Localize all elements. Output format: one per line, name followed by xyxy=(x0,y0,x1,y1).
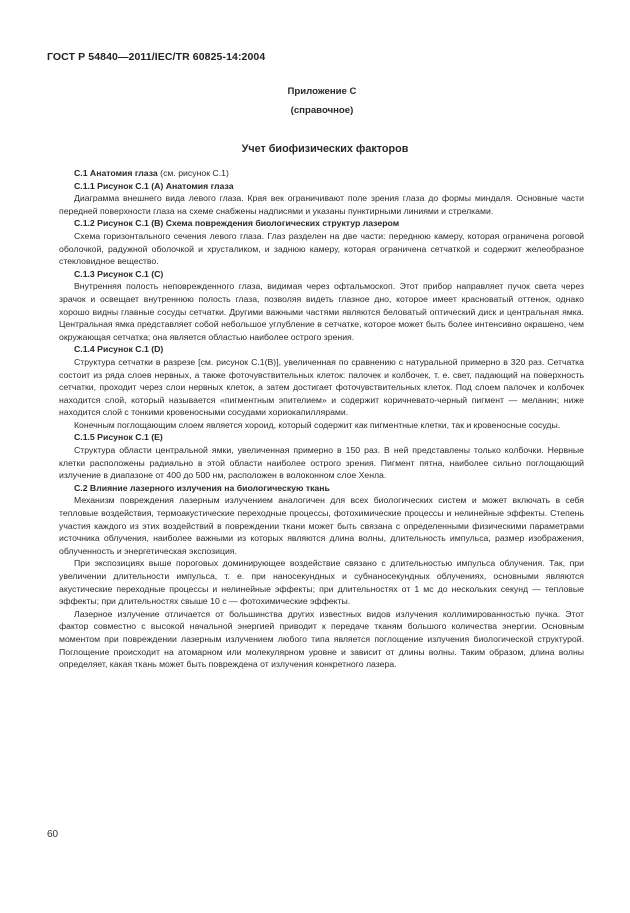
paragraph: Структура области центральной ямки, увеличенная примерно в 150 раз. В ней представлены только колбочки. Нервные клетки расположены радиально в этой области наиболее острого зрения. Пигмент пятна, наиболее сильно поглощающий излучение в диапазоне от 400 до 500 нм, расположен в волоконном слое Хенла. xyxy=(59,445,584,481)
section-title: Учет биофизических факторов xyxy=(241,143,409,155)
heading-c1-5: С.1.5 Рисунок С.1 (Е) xyxy=(74,432,163,443)
body-text xyxy=(59,167,584,671)
paragraph: Лазерное излучение отличается от большинства других известных видов излучения коллимированностью пучка. Этот фактор совместно с высокой начальной энергией приводит к передаче тканям большого количества энергии. Основным моментом при повреждении лазерным излучением любого типа является поглощение излучения биологической структурой. Поглощение происходит на атомарном или молекулярном уровне и зависит от длины волны. Таким образом, длина волны определяет, какая ткань может быть повреждена от излучения конкретного лазера. xyxy=(59,608,584,670)
annex-heading xyxy=(0,82,630,120)
standard-header: ГОСТ Р 54840—2011/IEC/TR 60825-14:2004 xyxy=(47,51,266,63)
paragraph: Структура сетчатки в разрезе [см. рисунок С.1(В)], увеличенная по сравнению с натуральной примерно в 320 раз. Сетчатка состоит из ряда слоев нервных, а также фоточувствительных клеток: палочек и колбочек, т. е. свет, падающий на поверхность сетчатки, проходит через слои нервных клеток, а затем достигает фоточувствительных клеток. Под слоем палочек и колбочек находится слой, который называется «пигментным эпителием» и содержит коричневато-черный пигмент — меланин; ниже находится слой с тонкими кровеносными сосудами хориокапиллярами. xyxy=(59,356,584,418)
annex-subtitle: (справочное) xyxy=(290,105,354,116)
heading-c1-3: С.1.3 Рисунок С.1 (С) xyxy=(74,268,164,279)
heading-c1-2: С.1.2 Рисунок С.1 (В) Схема повреждения биологических структур лазером xyxy=(74,218,400,229)
heading-c1-1: С.1.1 Рисунок С.1 (А) Анатомия глаза xyxy=(74,180,234,191)
page-number: 60 xyxy=(47,829,59,840)
annex-title: Приложение С xyxy=(287,86,357,97)
paragraph: Механизм повреждения лазерным излучением аналогичен для всех биологических систем и может включать в себя тепловые воздействия, термоакустические переходные процессы, фотохимические процессы и нелинейные эффекты. Степень участия каждого из этих воздействий в повреждении ткани может быть связана с определенными физическими параметрами источника облучения, наиболее важными из которых являются длина волны, длительность импульса, размер изображения, облученность и энергетическая экспозиция. xyxy=(59,495,584,556)
paragraph: Конечным поглощающим слоем является хороид, который содержит как пигментные клетки, так и кровеносные сосуды. xyxy=(74,419,561,430)
paragraph: Внутренняя полость неповрежденного глаза, видимая через офтальмоскоп. Этот прибор направляет пучок света через зрачок и освещает внутреннюю полость глаза, позволяя видеть глазное дно, которое имеет красноватый оттенок, однако хорошо видны главные сосуды сетчатки. Другими важными частями являются беловатый оптический диск и центральная ямка. Центральная ямка представляет собой небольшое углубление в сетчатке, которое может быть более интенсивно окрашено, чем окружающая сетчатка; она является областью наиболее острого зрения. xyxy=(59,281,584,342)
paragraph-c1: С.1 Анатомия глаза (см. рисунок С.1) xyxy=(74,168,229,178)
heading-c1-4: С.1.4 Рисунок С.1 (D) xyxy=(74,344,164,355)
heading-c2: С.2 Влияние лазерного излучения на биологическую ткань xyxy=(74,482,330,493)
paragraph: При экспозициях выше пороговых доминирующее воздействие связано с длительностью импульса облучения. Так, при увеличении длительности импульса, т. е. при наносекундных и субнаносекундных облучениях, основными являются акустические переходные процессы и нелинейные эффекты; при длительностях от 1 мс до нескольких секунд — тепловые эффекты; при длительностях свыше 10 с — фотохимические эффекты. xyxy=(59,558,584,607)
paragraph: Схема горизонтального сечения левого глаза. Глаз разделен на две части: переднюю камеру, которая ограничена роговой оболочкой, радужной оболочкой и хрусталиком, и заднюю камеру, которая ограничена сетчаткой и содержит желеобразное стекловидное вещество. xyxy=(59,230,584,267)
paragraph: Диаграмма внешнего вида левого глаза. Края век ограничивают поле зрения глаза до формы миндаля. Основные части передней поверхности глаза на схеме снабжены надписями и указаны пунктирными линиями и стрелками. xyxy=(59,193,584,216)
